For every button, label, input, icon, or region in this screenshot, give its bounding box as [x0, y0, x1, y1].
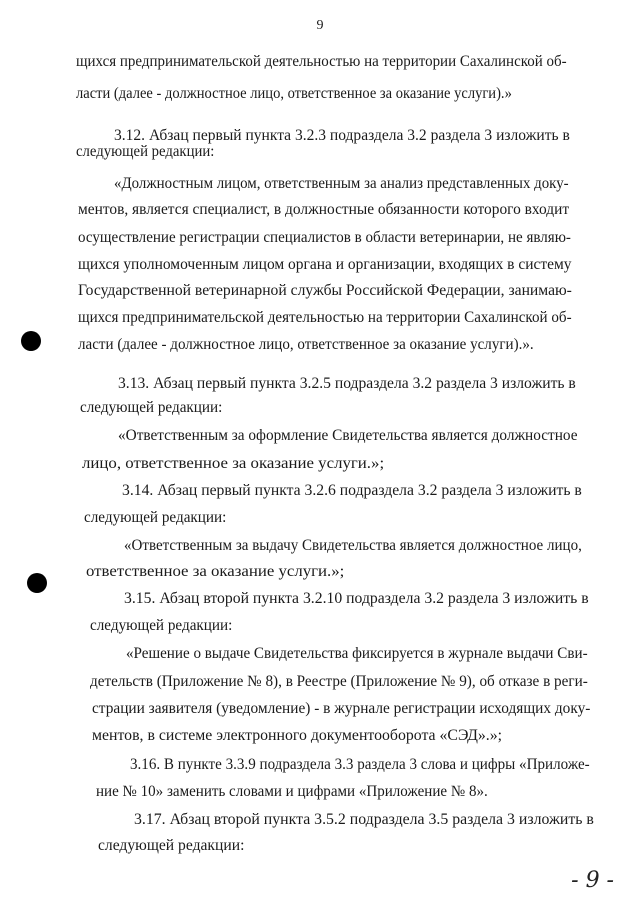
text-line: щихся предпринимательской деятельностью на территории Сахалинской об-: [76, 53, 567, 70]
text-line: следующей редакции:: [84, 509, 227, 526]
text-line: следующей редакции:: [90, 617, 233, 634]
text-line: страции заявителя (уведомление) - в журнале регистрации исходящих доку-: [92, 700, 591, 717]
text-line: Государственной ветеринарной службы Российской Федерации, занимаю-: [78, 282, 572, 299]
text-line: «Должностным лицом, ответственным за анализ представленных доку-: [114, 175, 569, 192]
text-line: лицо, ответственное за оказание услуги.»;: [82, 455, 385, 472]
text-line: 3.15. Абзац второй пункта 3.2.10 подраздела 3.2 раздела 3 изложить в: [124, 590, 589, 607]
text-line: следующей редакции:: [98, 837, 245, 854]
text-line: следующей редакции:: [76, 143, 215, 160]
text-line: ние № 10» заменить словами и цифрами «Приложение № 8».: [96, 783, 488, 800]
text-line: 3.12. Абзац первый пункта 3.2.3 подраздела 3.2 раздела 3 изложить в: [114, 127, 570, 144]
text-line: ментов, является специалист, в должностные обязанности которого входит: [78, 201, 570, 218]
text-line: 3.14. Абзац первый пункта 3.2.6 подраздела 3.2 раздела 3 изложить в: [122, 482, 582, 499]
text-line: ментов, в системе электронного документооборота «СЭД».»;: [92, 727, 503, 744]
punch-hole: [21, 331, 41, 351]
text-line: 3.16. В пункте 3.3.9 подраздела 3.3 раздела 3 слова и цифры «Приложе-: [130, 756, 590, 773]
text-line: ласти (далее - должностное лицо, ответственное за оказание услуги).»: [76, 85, 512, 102]
text-line: 3.13. Абзац первый пункта 3.2.5 подраздела 3.2 раздела 3 изложить в: [118, 375, 576, 392]
text-line: щихся предпринимательской деятельностью на территории Сахалинской об-: [78, 309, 572, 326]
handwritten-page-mark: - 9 -: [571, 868, 614, 893]
text-line: ласти (далее - должностное лицо, ответственное за оказание услуги).».: [78, 336, 534, 353]
punch-hole: [27, 573, 47, 593]
text-line: ответственное за оказание услуги.»;: [86, 563, 345, 580]
text-line: «Решение о выдаче Свидетельства фиксируется в журнале выдачи Сви-: [126, 645, 588, 662]
page-number: 9: [316, 18, 324, 33]
text-line: осуществление регистрации специалистов в области ветеринарии, не являю-: [78, 229, 571, 246]
text-line: 3.17. Абзац второй пункта 3.5.2 подраздела 3.5 раздела 3 изложить в: [134, 811, 594, 828]
text-line: «Ответственным за выдачу Свидетельства является должностное лицо,: [124, 537, 582, 554]
text-line: щихся уполномоченным лицом органа и организации, входящих в систему: [78, 256, 572, 273]
text-line: детельств (Приложение № 8), в Реестре (Приложение № 9), об отказе в реги-: [90, 673, 588, 690]
text-line: «Ответственным за оформление Свидетельства является должностное: [118, 427, 578, 444]
text-line: следующей редакции:: [80, 399, 223, 416]
